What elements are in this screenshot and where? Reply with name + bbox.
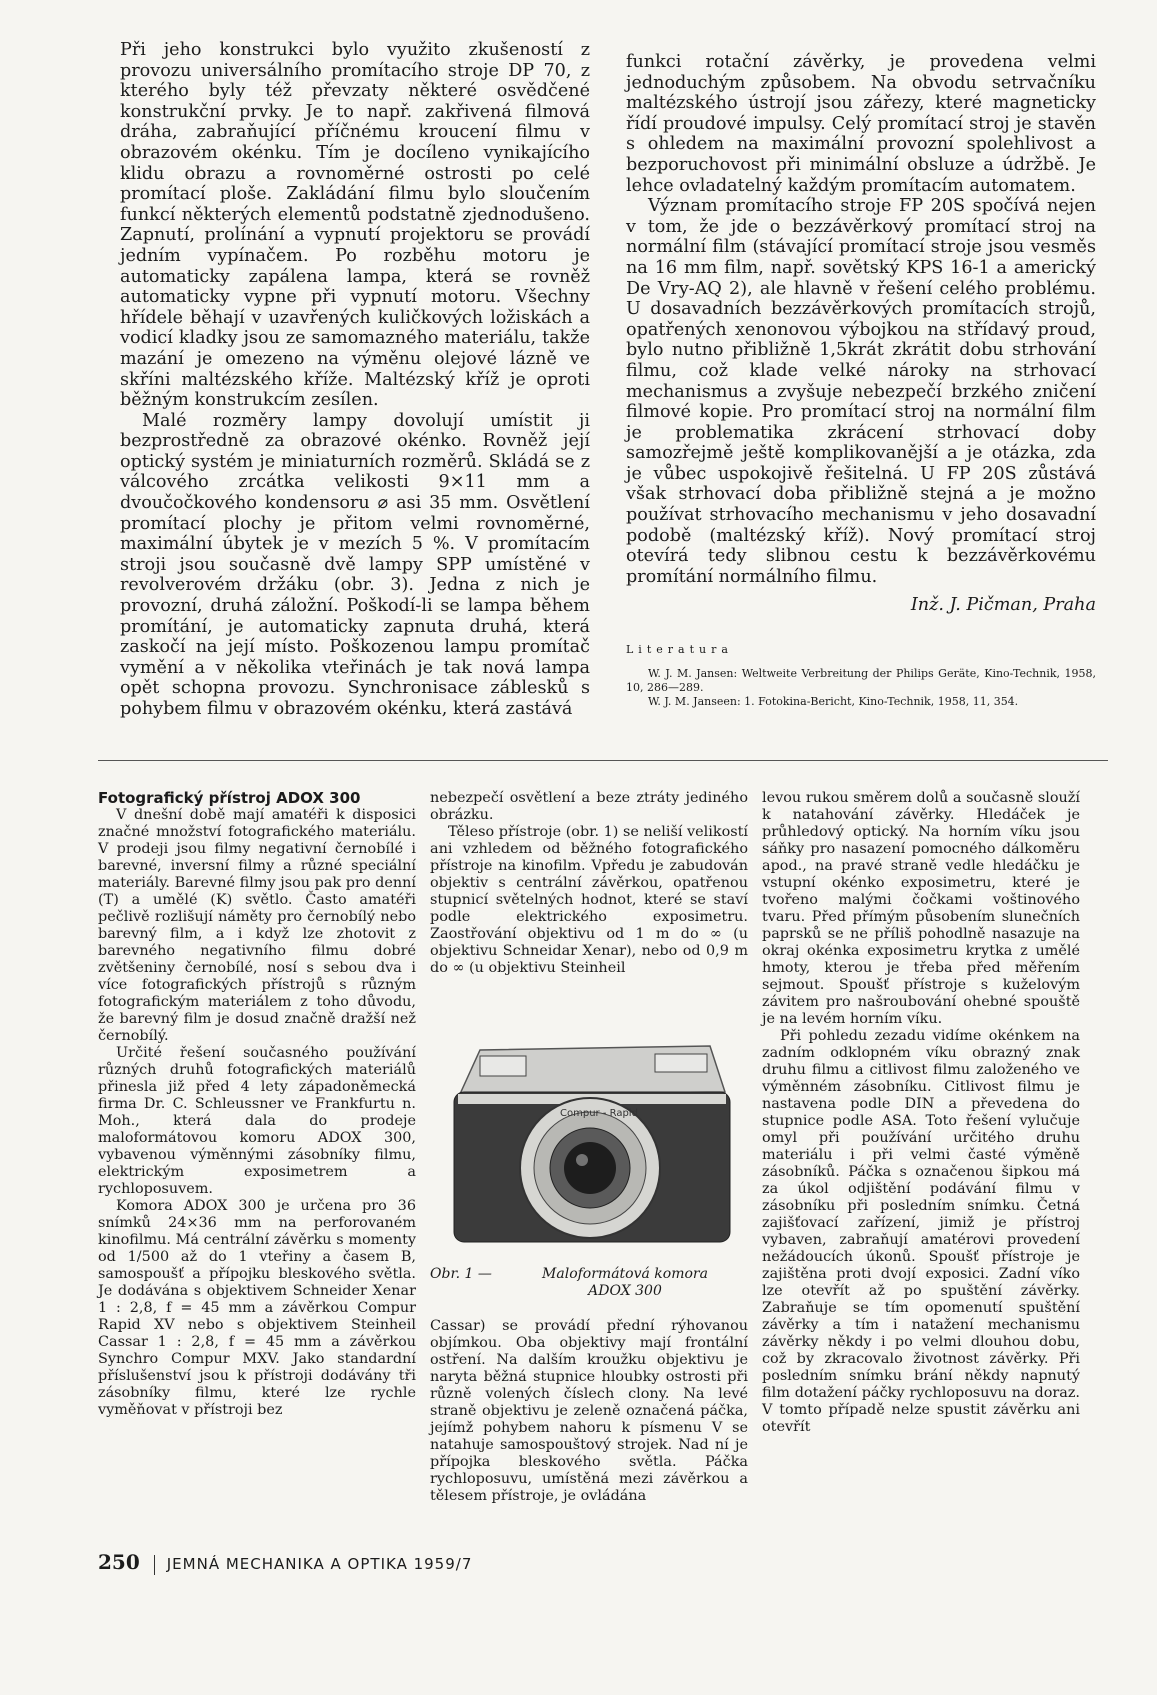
article-column-2-top	[430, 790, 748, 977]
paragraph: Malé rozměry lampy dovolují umístit ji bezprostředně za obrazové okénko. Rovněž její optický systém je miniaturních rozměrů. Skládá se z válcového zrcátka velikosti 9×11 mm a dvoučočkového kondensoru ⌀ asi 35 mm. Osvětlení promítací plochy je přitom velmi rovnoměrné, maximální úbytek je v mezích 5 %. V promítacím stroji jsou současně dvě lampy SPP umístěné v revolverovém držáku (obr. 3). Jedna z nich je provozní, druhá záložní. Poškodí-li se lampa během promítání, je automaticky zapnuta druhá, která zaskočí na její místo. Poškozenou lampu promítač vymění a v několika vteřinách je tak nová lampa opět schopna provozu. Synchronisace záblesků s pohybem filmu v obrazovém okénku, která zastává	[120, 410, 590, 719]
paragraph: nebezpečí osvětlení a beze ztráty jediného obrázku.	[430, 790, 748, 823]
literature-item: W. J. M. Jansen: Weltweite Verbreitung der Philips Geräte, Kino-Technik, 1958, 10, 286—289.	[626, 666, 1096, 694]
lens-ring-text: Compur - Rapid	[560, 1108, 638, 1119]
figure-caption	[430, 1266, 748, 1300]
paragraph: Při jeho konstrukci bylo využito zkušeností z provozu universálního promítacího stroje DP 70, z kterého byly též převzaty některé osvědčené konstrukční prvky. Je to např. zakřivená filmová dráha, zabraňující příčnému kroucení filmu v obrazovém okénku. Tím je docíleno vynikajícího klidu obrazu a rovnoměrné ostrosti po celé promítací ploše. Zakládání filmu bylo sloučením funkcí některých elementů podstatně zjednodušeno. Zapnutí, prolínání a vypnutí projektoru se provádí jedním vypínačem. Po rozběhu motoru je automaticky zapálena lampa, která se rovněž automaticky vypne při vypnutí motoru. Všechny hřídele běhají v uzavřených kuličkových ložiskách a vodicí kladky jsou ze samomazného materiálu, takže mazání je omezeno na výměnu olejové lázně ve skříni maltézského kříže. Maltézský kříž je oproti běžným konstrukcím zesílen.	[120, 40, 590, 411]
paragraph: V dnešní době mají amatéři k disposici značné množství fotografického materiálu. V prodeji jsou filmy negativní černobílé i barevné, inversní filmy a různé speciální materiály. Barevné filmy jsou pak pro denní (T) a umělé (K) světlo. Často amatéři pečlivě rozlišují náměty pro černobílý nebo barevný film, a i když lze zhotovit z barevného negativního filmu dobré zvětšeniny černobílé, nosí s sebou dva i více fotografických přístrojů s různým fotografickým materiálem z toho důvodu, že barevný film je dosud značně dražší než černobílý.	[98, 807, 416, 1044]
caption-text: Maloformátová komora ADOX 300	[542, 1266, 708, 1299]
paragraph: Určité řešení současného používání různých druhů fotografických materiálů přinesla již před 4 lety západoněmecká firma Dr. C. Schleussner ve Frankfurtu n. Moh., která dala do prodeje maloformátovou komoru ADOX 300, vybavenou výměnnými zásobníky filmu, elektrickým exposimetrem a rychloposuvem.	[98, 1045, 416, 1197]
footer-divider	[154, 1555, 155, 1575]
caption-label: Obr. 1 —	[430, 1266, 492, 1282]
paragraph: Význam promítacího stroje FP 20S spočívá nejen v tom, že jde o bezzávěrkový promítací stroj na normální film (stávající promítací stroje jsou vesměs na 16 mm film, např. sovětský KPS 16-1 a americký De Vry-AQ 2), ale hlavně v řešení celého problému. U dosavadních bezzávěrkových promítacích strojů, opatřených xenonovou výbojkou na střídavý proud, bylo nutno přibližně 1,5krát zkrátit dobu strhování filmu, což klade velké nároky na strhovací mechanismus a zvyšuje nebezpečí brzkého zničení filmové kopie. Pro promítací stroj na normální film je problematika zkrácení strhovací doby samozřejmě ještě komplikovanější a je otázka, zda je vůbec uspokojivě řešitelná. U FP 20S zůstává však strhovací doba přibližně stejná a je možno používat strhovacího mechanismu v jeho dosavadní podobě (maltézský kříž). Nový promítací stroj otevírá tedy slibnou cestu k bezzávěrkovému promítání normálního filmu.	[626, 196, 1096, 587]
upper-column-2	[626, 52, 1096, 709]
paragraph: Při pohledu zezadu vidíme okénkem na zadním odklopném víku obrazný znak druhu filmu a citlivost filmu založeného ve výměnném zásobníku. Citlivost filmu je nastavena podle DIN a převedena do stupnice podle ASA. Toto řešení vylučuje omyl při používání určitého druhu materiálu i při velmi časté výměně zásobníků. Páčka s označenou šipkou má za úkol odjištění podávání filmu v zásobníku při posledním snímku. Četná zajišťovací zařízení, jimiž je přístroj vybaven, zabraňují amatérovi provedení nežádoucích úkonů. Spoušť přístroje je zajištěna proti dvojí exposici. Zadní víko lze otevřít až po spuštění závěrky. Zabraňuje se tím opomenutí spuštění závěrky a tím i natažení mechanismu závěrky někdy i po velmi dlouhou dobu, což by zkracovalo životnost závěrky. Při posledním snímku brání někdy napnutý film dotažení páčky rychloposuvu na doraz. V tomto případě nelze spustit závěrku ani otevřít	[762, 1028, 1080, 1435]
camera-photo	[440, 1032, 740, 1262]
article-column-1	[98, 790, 416, 1419]
paragraph: levou rukou směrem dolů a současně slouží k natahování závěrky. Hledáček je průhledový optický. Na horním víku jsou sáňky pro nasazení pomocného dálkoměru apod., na pravé straně vedle hledáčku je vstupní okénko exposimetru, které je tvořeno malými čočkami voštinového tvaru. Před přímým působením slunečních paprsků se ne příliš pohodlně nasazuje na okraj okénka exposimetru krytka z umělé hmoty, kterou je třeba před měřením sejmout. Spoušť přístroje s kuželovým závitem pro našroubování ohebné spouště je na levém horním víku.	[762, 790, 1080, 1027]
literature-item: W. J. M. Janseen: 1. Fotokina-Bericht, Kino-Technik, 1958, 11, 354.	[648, 694, 1019, 708]
paragraph: Cassar) se provádí přední rýhovanou objímkou. Oba objektivy mají frontální ostření. Na dalším kroužku objektivu je naryta běžná stupnice hloubky ostrosti při různě volených číslech clony. Na levé straně objektivu je zeleně označená páčka, jejímž pohybem nahoru k písmenu V se natahuje samospouštový strojek. Nad ní je přípojka bleskového světla. Páčka rychloposuvu, umístěná mezi závěrkou a tělesem přístroje, je ovládána	[430, 1318, 748, 1504]
paragraph: Komora ADOX 300 je určena pro 36 snímků 24×36 mm na perforovaném kinofilmu. Má centrální závěrku s momenty od 1/500 až do 1 vteřiny a časem B, samospoušť a přípojku bleskového světla. Je dodávána s objektivem Schneider Xenar 1 : 2,8, f = 45 mm a závěrkou Compur Rapid XV nebo s objektivem Steinheil Cassar 1 : 2,8, f = 45 mm a závěrkou Synchro Compur MXV. Jako standardní příslušenství jsou k přístroji dodávány tři zásobníky filmu, které lze rychle vyměňovat v přístroji bez	[98, 1198, 416, 1418]
section-divider	[98, 760, 1108, 761]
upper-column-1	[120, 40, 590, 720]
paragraph: Těleso přístroje (obr. 1) se neliší velikostí ani vzhledem od běžného fotografického přístroje na kinofilm. Vpředu je zabudován objektiv s centrální závěrkou, opatřenou stupnicí světelných hodnot, které se staví podle elektrického exposimetru. Zaostřování objektivu od 1 m do ∞ (u objektivu Schneidar Xenar), nebo od 0,9 m do ∞ (u objektivu Steinheil	[430, 824, 749, 976]
journal-name: JEMNÁ MECHANIKA A OPTIKA 1959/7	[166, 1555, 473, 1573]
paragraph: funkci rotační závěrky, je provedena velmi jednoduchým způsobem. Na obvodu setrvačníku maltézského ústrojí jsou zářezy, které magneticky řídí proudové impulsy. Celý promítací stroj je stavěn s ohledem na maximální provozní spolehlivost a bezporuchovost při minimální obsluze a údržbě. Je lehce ovladatelný každým promítacím automatem.	[626, 52, 1096, 196]
literature-list	[626, 667, 1096, 709]
article-column-3	[762, 790, 1080, 1436]
author-signature: Inž. J. Pičman, Praha	[910, 595, 1096, 616]
article-column-2-bottom	[430, 1318, 748, 1505]
page-footer	[98, 1550, 472, 1575]
article-title: Fotografický přístroj ADOX 300	[98, 789, 361, 807]
page-number: 250	[98, 1550, 140, 1574]
literature-heading: Literatura	[626, 643, 733, 657]
